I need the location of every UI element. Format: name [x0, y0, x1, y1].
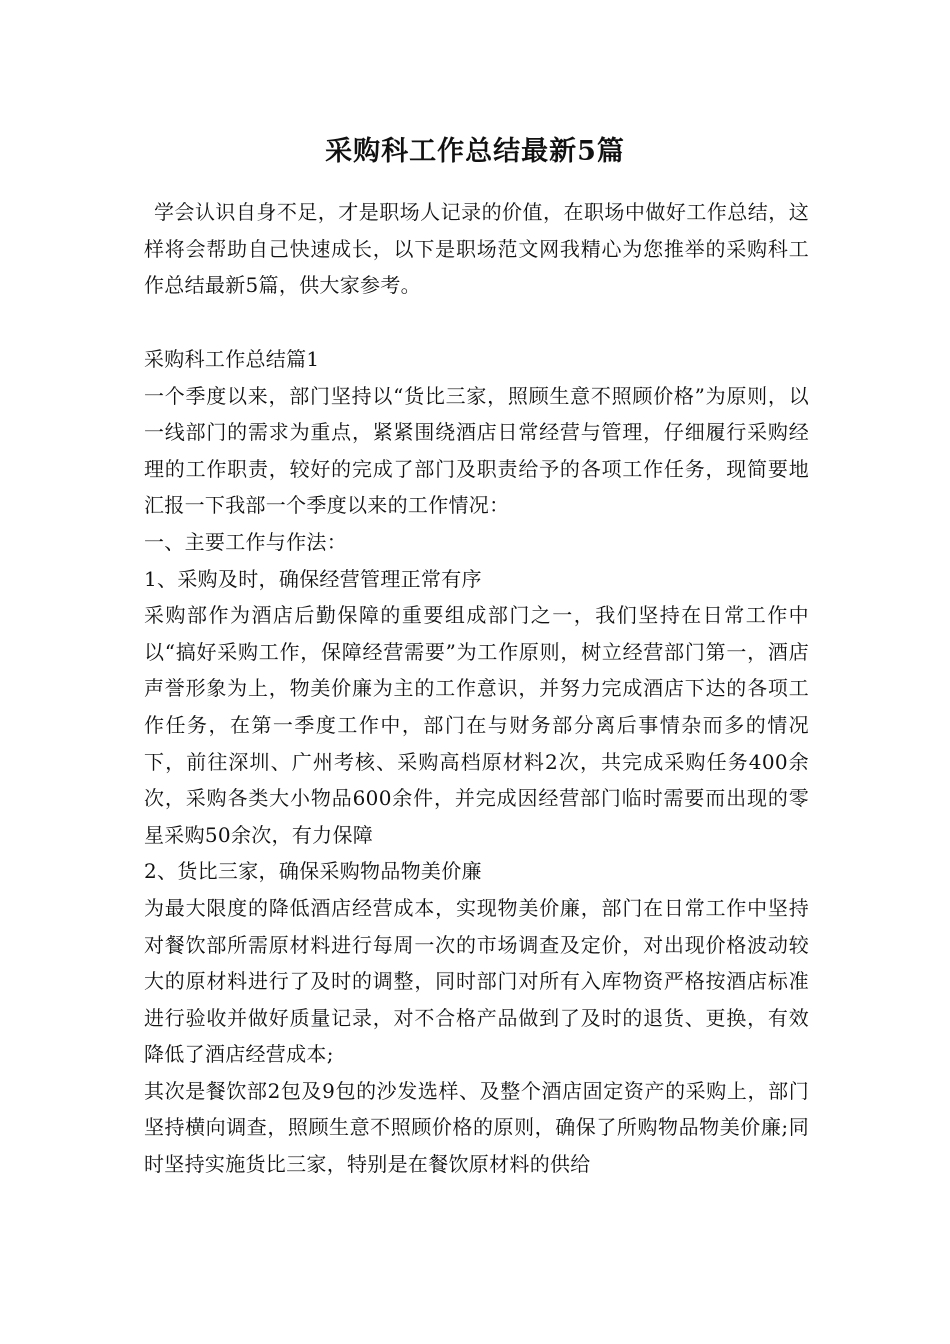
- paragraph: 其次是餐饮部2包及9包的沙发选样、及整个酒店固定资产的采购上，部门坚持横向调查，照顾生意不照顾价格的原则，确保了所购物品物美价廉;同时坚持实施货比三家，特别是在餐饮原材料的供给: [144, 1078, 809, 1177]
- paragraph: 采购部作为酒店后勤保障的重要组成部门之一，我们坚持在日常工作中以“搞好采购工作，保障经营需要”为工作原则，树立经营部门第一，酒店声誉形象为上，物美价廉为主的工作意识，并努力完成酒店下达的各项工作任务，在第一季度工作中，部门在与财务部分离后事情杂而多的情况下，前往深圳、广州考核、采购高档原材料2次，共完成采购任务400余次，采购各类大小物品600余件，并完成因经营部门临时需要而出现的零星采购50余次，有力保障: [144, 603, 809, 847]
- item-heading: 2、货比三家，确保采购物品物美价廉: [144, 859, 482, 884]
- content-block: [144, 341, 809, 1183]
- item-heading: 1、采购及时，确保经营管理正常有序: [144, 566, 482, 591]
- document-title: 采购科工作总结最新5篇: [325, 136, 625, 167]
- intro-paragraph: 学会认识自身不足，才是职场人记录的价值，在职场中做好工作总结，这样将会帮助自己快速成长，以下是职场范文网我精心为您推举的采购科工作总结最新5篇，供大家参考。: [144, 200, 809, 298]
- subsection-heading: 一、主要工作与作法：: [144, 529, 347, 554]
- section-heading: 采购科工作总结篇1: [144, 347, 320, 371]
- paragraph: 为最大限度的降低酒店经营成本，实现物美价廉，部门在日常工作中坚持对餐饮部所需原材料进行每周一次的市场调查及定价，对出现价格波动较大的原材料进行了及时的调整，同时部门对所有入库物资严格按酒店标准进行验收并做好质量记录，对不合格产品做到了及时的退货、更换，有效降低了酒店经营成本;: [144, 895, 809, 1067]
- paragraph: 一个季度以来，部门坚持以“货比三家，照顾生意不照顾价格”为原则，以一线部门的需求为重点，紧紧围绕酒店日常经营与管理，仔细履行采购经理的工作职责，较好的完成了部门及职责给予的各项工作任务，现简要地汇报一下我部一个季度以来的工作情况：: [144, 383, 809, 518]
- intro-block: [144, 194, 809, 304]
